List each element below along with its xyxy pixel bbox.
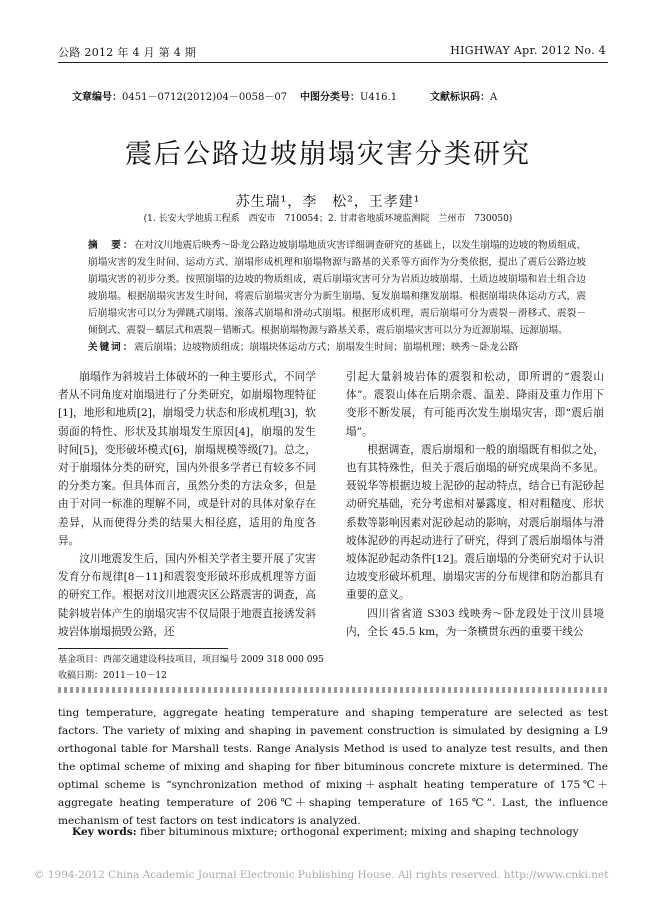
abstract (88, 237, 586, 356)
authors: 苏生瑞¹，李 松²，王孝建¹ (235, 194, 421, 210)
paragraph: 汶川地震发生后，国内外相关学者主要开展了灾害发育分布规律[8－11]和震裂变形破坏形成机理等方面的研究工作。根据对汶川地震灾区公路震害的调查，高陡斜坡岩体产生的崩塌灾害不仅局限于地震直接诱发斜坡岩体崩塌损毁公路，还 (58, 553, 316, 638)
document-code: 文献标识码：A (430, 92, 498, 103)
english-abstract (58, 704, 608, 830)
paragraph: 根据调查，震后崩塌和一般的崩塌既有相似之处，也有其特殊性，但关于震后崩塌的研究成果尚不多见。聂锐华等根据边坡上泥砂的起动特点，结合已有泥砂起动研究基础，充分考虑相对暴露度、相对粗糙度、形状系数等影响因素对泥砂起动的影响，对震后崩塌体与滑坡体泥砂的再起动进行了研究，得到了震后崩塌体与滑坡体泥砂起动条件[12]。震后崩塌的分类研究对于认识边坡变形破坏机理、崩塌灾害的分布规律和防治都具有重要的意义。 (346, 443, 604, 602)
clc-number: 中图分类号：U416.1 (300, 92, 398, 103)
paragraph: 引起大量斜坡岩体的震裂和松动，即所谓的“震裂山体”。震裂山体在后期余震、温差、降雨及重力作用下变形不断发展，有可能再次发生崩塌灾害，即“震后崩塌”。 (346, 371, 604, 438)
english-abstract-text: ting temperature, aggregate heating temperature and shaping temperature are selected as test factors. The variety of mixing and shaping in pavement construction is simulated by designing a L9 orthogonal table for Marshall tests. Range Analysis Method is used to analyze test results, and then the optimal scheme of mixing and shaping for fiber bituminous concrete mixture is determined. The optimal scheme is “synchronization method of mixing＋asphalt heating temperature of 175℃＋aggregate heating temperature of 206℃＋shaping temperature of 165℃”. Last, the influence mechanism of test factors on test indicators is analyzed. (58, 707, 608, 827)
fund-note: 基金项目：西部交通建设科技项目，项目编号 2009 318 000 095 (58, 655, 324, 665)
header-rule (58, 62, 608, 63)
paragraph: 崩塌作为斜坡岩土体破坏的一种主要形式，不同学者从不同角度对崩塌进行了分类研究，如崩塌物理特征[1]，地形和地质[2]，崩塌受力状态和形成机理[3]，软弱面的特性、形状及其崩塌发生原因[4]，崩塌的发生时间[5]，变形破坏模式[6]，崩塌规模等级[7]。总之，对于崩塌体分类的研究，国内外很多学者已有较多不同的分类方案。但具体而言，虽然分类的方法众多，但是由于对同一标准的理解不同，或是针对的具体对象存在差异，从而使得分类的结果大相径庭，适用的角度各异。 (58, 371, 316, 547)
english-keywords-text: fiber bituminous mixture; orthogonal experiment; mixing and shaping technology (139, 826, 579, 838)
affiliation: (1. 长安大学地质工程系 西安市 710054；2. 甘肃省地质环境监测院 兰州市 730050) (143, 214, 513, 224)
abstract-label: 摘 要： (88, 240, 135, 251)
english-keywords-label: Key words: (72, 826, 137, 838)
journal-header-left: 公路 2012 年 4 月 第 4 期 (58, 46, 197, 59)
paper-title: 震后公路边坡崩塌灾害分类研究 (125, 139, 531, 170)
article-number: 文章编号：0451－0712(2012)04－0058－07 (72, 92, 288, 103)
body-right-column (346, 368, 604, 641)
english-keywords (72, 826, 602, 838)
footnote (58, 652, 324, 684)
copyright-footer: © 1994-2012 China Academic Journal Electronic Publishing House. All rights reserved. http://www.cnki.net (34, 869, 609, 881)
keywords-text: 震后崩塌；边坡物质组成；崩塌块体运动方式；崩塌发生时间；崩塌机理；映秀～卧龙公路 (134, 342, 519, 353)
body-left-column (58, 368, 316, 641)
abstract-text: 在对汶川地震后映秀～卧龙公路边坡崩塌地质灾害详细调查研究的基础上，以发生崩塌的边坡的物质组成、崩塌灾害的发生时间、运动方式、崩塌形成机理和崩塌物源与路基的关系等方面作为分类依据，提出了震后公路边坡崩塌灾害的初步分类。按照崩塌的边坡的物质组成，震后崩塌灾害可分为岩质边坡崩塌、土质边坡崩塌和岩土组合边坡崩塌。根据崩塌灾害发生时间，将震后崩塌灾害分为新生崩塌、复发崩塌和继发崩塌。根据崩塌块体运动方式，震后崩塌灾害可以分为弹跳式崩塌、滚落式崩塌和滑动式崩塌。根据形成机理，震后崩塌可分为震裂－滑移式、震裂－倾倒式、震裂－蠕层式和震裂－错断式。根据崩塌物源与路基关系，震后崩塌灾害可以分为近源崩塌、远源崩塌。 (88, 240, 587, 336)
received-date: 收稿日期：2011－10－12 (58, 671, 167, 681)
journal-header-right: HIGHWAY Apr. 2012 No. 4 (450, 44, 606, 57)
footnote-rule (58, 648, 228, 649)
page-break-divider (58, 687, 608, 693)
paragraph: 四川省省道 S303 线映秀～卧龙段处于汶川县境内，全长 45.5 km，为一条横贯东西的重要干线公 (346, 607, 604, 638)
keywords-label: 关键词： (88, 342, 135, 353)
